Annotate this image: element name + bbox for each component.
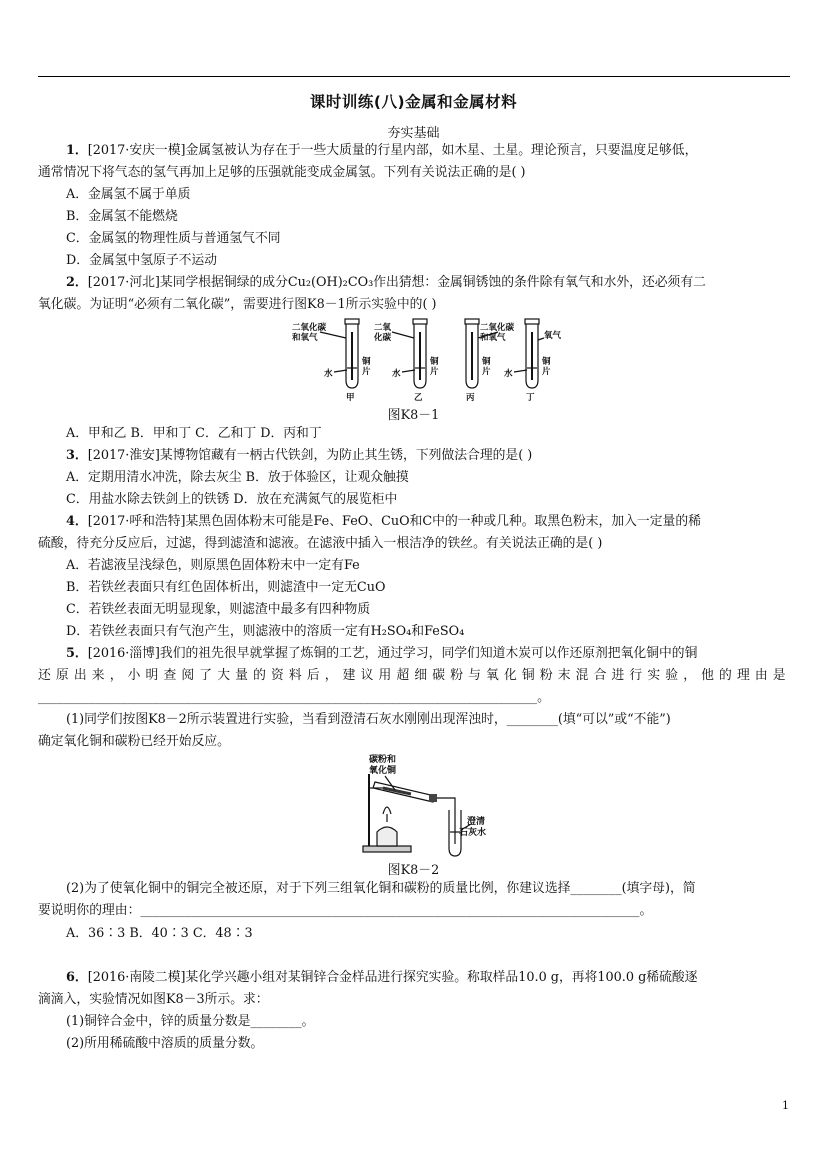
svg-text:碳粉和: 碳粉和 bbox=[369, 755, 397, 765]
q3-options-row1: A．定期用清水冲洗，除去灰尘 B．放于体验区，让观众触摸 bbox=[66, 470, 409, 485]
q5-line2-char: 细 bbox=[414, 668, 428, 683]
q5-line2-char: 量 bbox=[235, 668, 248, 683]
q4-option-c: C．若铁丝表面无明显现象，则滤渣中最多有四种物质 bbox=[66, 602, 371, 617]
q5-line2-char: 查 bbox=[163, 668, 177, 683]
q5-line2-char: 明 bbox=[145, 668, 159, 683]
svg-text:水: 水 bbox=[392, 369, 401, 379]
svg-text:氧化铜: 氧化铜 bbox=[369, 766, 397, 776]
q6-line2: 滴滴入，实验情况如图K8－3所示。求： bbox=[38, 992, 269, 1007]
svg-text:澄清: 澄清 bbox=[467, 817, 486, 827]
q5-line2-char: 大 bbox=[217, 668, 231, 683]
figure-k8-1 bbox=[290, 318, 570, 404]
q5-line2-char: 混 bbox=[575, 668, 589, 683]
page-title: 课时训练(八)金属和金属材料 bbox=[309, 93, 518, 111]
q5-line2-char: 进 bbox=[611, 668, 625, 683]
q1-option-b: B．金属氢不能燃烧 bbox=[66, 209, 178, 224]
svg-text:二氧: 二氧 bbox=[374, 323, 392, 333]
q5-line2-char: 末 bbox=[557, 668, 571, 683]
q5-line2-char: 建 bbox=[342, 668, 356, 683]
q4-line1: 4．[2017·呼和浩特]某黑色固体粉末可能是Fe、FeO、CuO和C中的一种或几种。取黑色粉末，加入一定量的稀 bbox=[66, 514, 701, 529]
q4-option-a: A．若滤液呈浅绿色，则原黑色固体粉末中一定有Fe bbox=[66, 558, 360, 573]
section-heading: 夯实基础 bbox=[387, 126, 440, 141]
q5-line2-char: 阅 bbox=[181, 668, 195, 683]
q5-line2-char: 他 bbox=[701, 668, 714, 683]
svg-text:乙: 乙 bbox=[414, 393, 423, 403]
q5-line2-char: ， bbox=[109, 668, 123, 683]
q2-options: A．甲和乙 B．甲和丁 C．乙和丁 D．丙和丁 bbox=[66, 426, 322, 441]
q5-line2-char: ， bbox=[683, 668, 696, 683]
q1-line2: 通常情况下将气态的氢气再加上足够的压强就能变成金属氢。下列有关说法正确的是( ) bbox=[38, 165, 526, 180]
q5-line2-char: 碳 bbox=[432, 668, 446, 683]
q5-line2-char: 小 bbox=[127, 668, 141, 683]
svg-text:铜: 铜 bbox=[542, 357, 551, 367]
q5-line2-char: 理 bbox=[736, 668, 750, 683]
q1-number: 1． bbox=[66, 143, 88, 158]
q5-line2-char: 资 bbox=[270, 668, 284, 683]
q5-line2-char: 出 bbox=[73, 668, 87, 683]
svg-text:和氧气: 和氧气 bbox=[292, 333, 318, 343]
figure-k8-2 bbox=[355, 752, 495, 858]
q5-sub2-line2: 要说明你的理由：______________________________________________________________________________。 bbox=[38, 903, 653, 918]
q5-line2-char: 的 bbox=[719, 668, 732, 683]
q5-sub1-line1: (1)同学们按图K8－2所示装置进行实验，当看到澄清石灰水刚刚出现浑浊时，________(填“可以”或“不能”) bbox=[66, 712, 671, 727]
q5-line2-char: 氧 bbox=[486, 668, 499, 683]
svg-text:氧气: 氧气 bbox=[544, 331, 562, 341]
svg-text:片: 片 bbox=[542, 367, 551, 377]
header-rule bbox=[38, 76, 790, 77]
q6-sub2: (2)所用稀硫酸中溶质的质量分数。 bbox=[66, 1036, 264, 1051]
svg-text:丙: 丙 bbox=[466, 393, 475, 403]
q5-line3: ______________________________________________________________________________。 bbox=[38, 690, 550, 705]
q3-options-row2: C．用盐水除去铁剑上的铁锈 D．放在充满氮气的展览柜中 bbox=[66, 492, 398, 507]
q5-line2-char: 议 bbox=[360, 668, 374, 683]
q5-line2-char: 铜 bbox=[521, 668, 535, 683]
q5-line2-char: 后 bbox=[306, 668, 320, 683]
q5-line2-char: 化 bbox=[503, 668, 517, 683]
reduction-apparatus-diagram bbox=[355, 752, 495, 858]
q5-sub1-line2: 确定氧化铜和碳粉已经开始反应。 bbox=[38, 734, 230, 749]
q1-line1: 1．[2017·安庆一模]金属氢被认为存在于一些大质量的行星内部，如木星、土星。理论预言，只要温度足够低， bbox=[66, 143, 698, 158]
q5-line2-char: 还 bbox=[38, 668, 51, 683]
q5-line2-char: ， bbox=[324, 668, 338, 683]
q5-line2-char: 的 bbox=[253, 668, 266, 683]
svg-text:水: 水 bbox=[324, 369, 333, 379]
svg-text:甲: 甲 bbox=[346, 393, 355, 403]
svg-text:石灰水: 石灰水 bbox=[459, 828, 487, 838]
svg-text:铜: 铜 bbox=[430, 357, 439, 367]
q5-line2-char: 超 bbox=[396, 668, 410, 683]
q5-line2-char: 了 bbox=[199, 668, 213, 683]
q5-line2-char: 粉 bbox=[539, 668, 553, 683]
q5-sub2-line1: (2)为了使氧化铜中的铜完全被还原，对于下列三组氧化铜和碳粉的质量比例，你建议选择________(填字母)，简 bbox=[66, 881, 696, 896]
q6-number: 6． bbox=[66, 970, 88, 985]
alcohol-lamp bbox=[377, 827, 397, 846]
q3-number: 3． bbox=[66, 448, 88, 463]
tube-jia-stopper bbox=[345, 319, 359, 324]
q5-line2-char: 原 bbox=[55, 668, 69, 683]
svg-text:片: 片 bbox=[482, 367, 491, 377]
svg-text:片: 片 bbox=[362, 367, 371, 377]
q5-number: 5． bbox=[66, 646, 88, 661]
q5-line2-char: 验 bbox=[665, 668, 679, 683]
q6-line1: 6．[2016·南陵二模]某化学兴趣小组对某铜锌合金样品进行探究实验。称取样品10.0 g，再将100.0 g稀硫酸逐 bbox=[66, 970, 698, 985]
delivery-tube bbox=[437, 798, 455, 844]
q6-sub1: (1)铜锌合金中，锌的质量分数是________。 bbox=[66, 1014, 315, 1029]
svg-text:化碳: 化碳 bbox=[374, 333, 392, 343]
q5-line1: 5．[2016·淄博]我们的祖先很早就掌握了炼铜的工艺，通过学习，同学们知道木炭可以作还原剂把氧化铜中的铜 bbox=[66, 646, 698, 661]
svg-text:丁: 丁 bbox=[526, 393, 535, 403]
svg-text:片: 片 bbox=[430, 367, 439, 377]
q1-option-c: C．金属氢的物理性质与普通氢气不同 bbox=[66, 231, 281, 246]
stand-base bbox=[363, 846, 411, 852]
q5-line2-char: 来 bbox=[91, 668, 105, 683]
q5-line2-char: 行 bbox=[629, 668, 643, 683]
q5-line2-char: 实 bbox=[647, 668, 661, 683]
figure-k8-2-caption: 图K8－2 bbox=[387, 863, 440, 878]
q5-line2 bbox=[38, 668, 786, 684]
svg-text:二氧化碳: 二氧化碳 bbox=[292, 323, 327, 333]
q3-line1: 3．[2017·淮安]某博物馆藏有一柄古代铁剑，为防止其生锈，下列做法合理的是( ) bbox=[66, 448, 533, 463]
svg-text:水: 水 bbox=[504, 369, 513, 379]
svg-text:铜: 铜 bbox=[362, 357, 371, 367]
q1-option-a: A．金属氢不属于单质 bbox=[66, 187, 191, 202]
q4-line2: 硫酸，待充分反应后，过滤，得到滤渣和滤液。在滤液中插入一根洁净的铁丝。有关说法正确的是( ) bbox=[38, 536, 603, 551]
test-tube-diagram bbox=[290, 318, 570, 404]
q4-option-b: B．若铁丝表面只有红色固体析出，则滤渣中一定无CuO bbox=[66, 580, 386, 595]
q5-line2-char: 粉 bbox=[450, 668, 463, 683]
q5-line2-char: 是 bbox=[772, 668, 786, 683]
q5-line2-char: 用 bbox=[378, 668, 392, 683]
figure-k8-1-caption: 图K8－1 bbox=[387, 408, 440, 423]
q4-option-d: D．若铁丝表面只有气泡产生，则滤液中的溶质一定有H₂SO₄和FeSO₄ bbox=[66, 624, 465, 639]
q5-line2-char: 由 bbox=[754, 668, 768, 683]
q5-line2-char: 合 bbox=[593, 668, 607, 683]
q2-line2: 氧化碳。为证明“必须有二氧化碳”，需要进行图K8－1所示实验中的( ) bbox=[38, 297, 437, 312]
page-number: 1 bbox=[782, 1099, 789, 1112]
q5-line2-char: 与 bbox=[468, 668, 481, 683]
q2-number: 2． bbox=[66, 275, 88, 290]
q2-line1: 2．[2017·河北]某同学根据铜绿的成分Cu₂(OH)₂CO₃作出猜想：金属铜锈蚀的条件除有氧气和水外，还必须有二 bbox=[66, 275, 706, 290]
q5-options: A．36∶3 B．40∶3 C．48∶3 bbox=[66, 926, 253, 941]
q1-option-d: D．金属氢中氢原子不运动 bbox=[66, 253, 218, 268]
q4-number: 4． bbox=[66, 514, 88, 529]
svg-text:铜: 铜 bbox=[482, 357, 491, 367]
svg-text:和氧气: 和氧气 bbox=[480, 333, 506, 343]
q5-line2-char: 料 bbox=[288, 668, 302, 683]
svg-text:二氧化碳: 二氧化碳 bbox=[480, 323, 515, 333]
